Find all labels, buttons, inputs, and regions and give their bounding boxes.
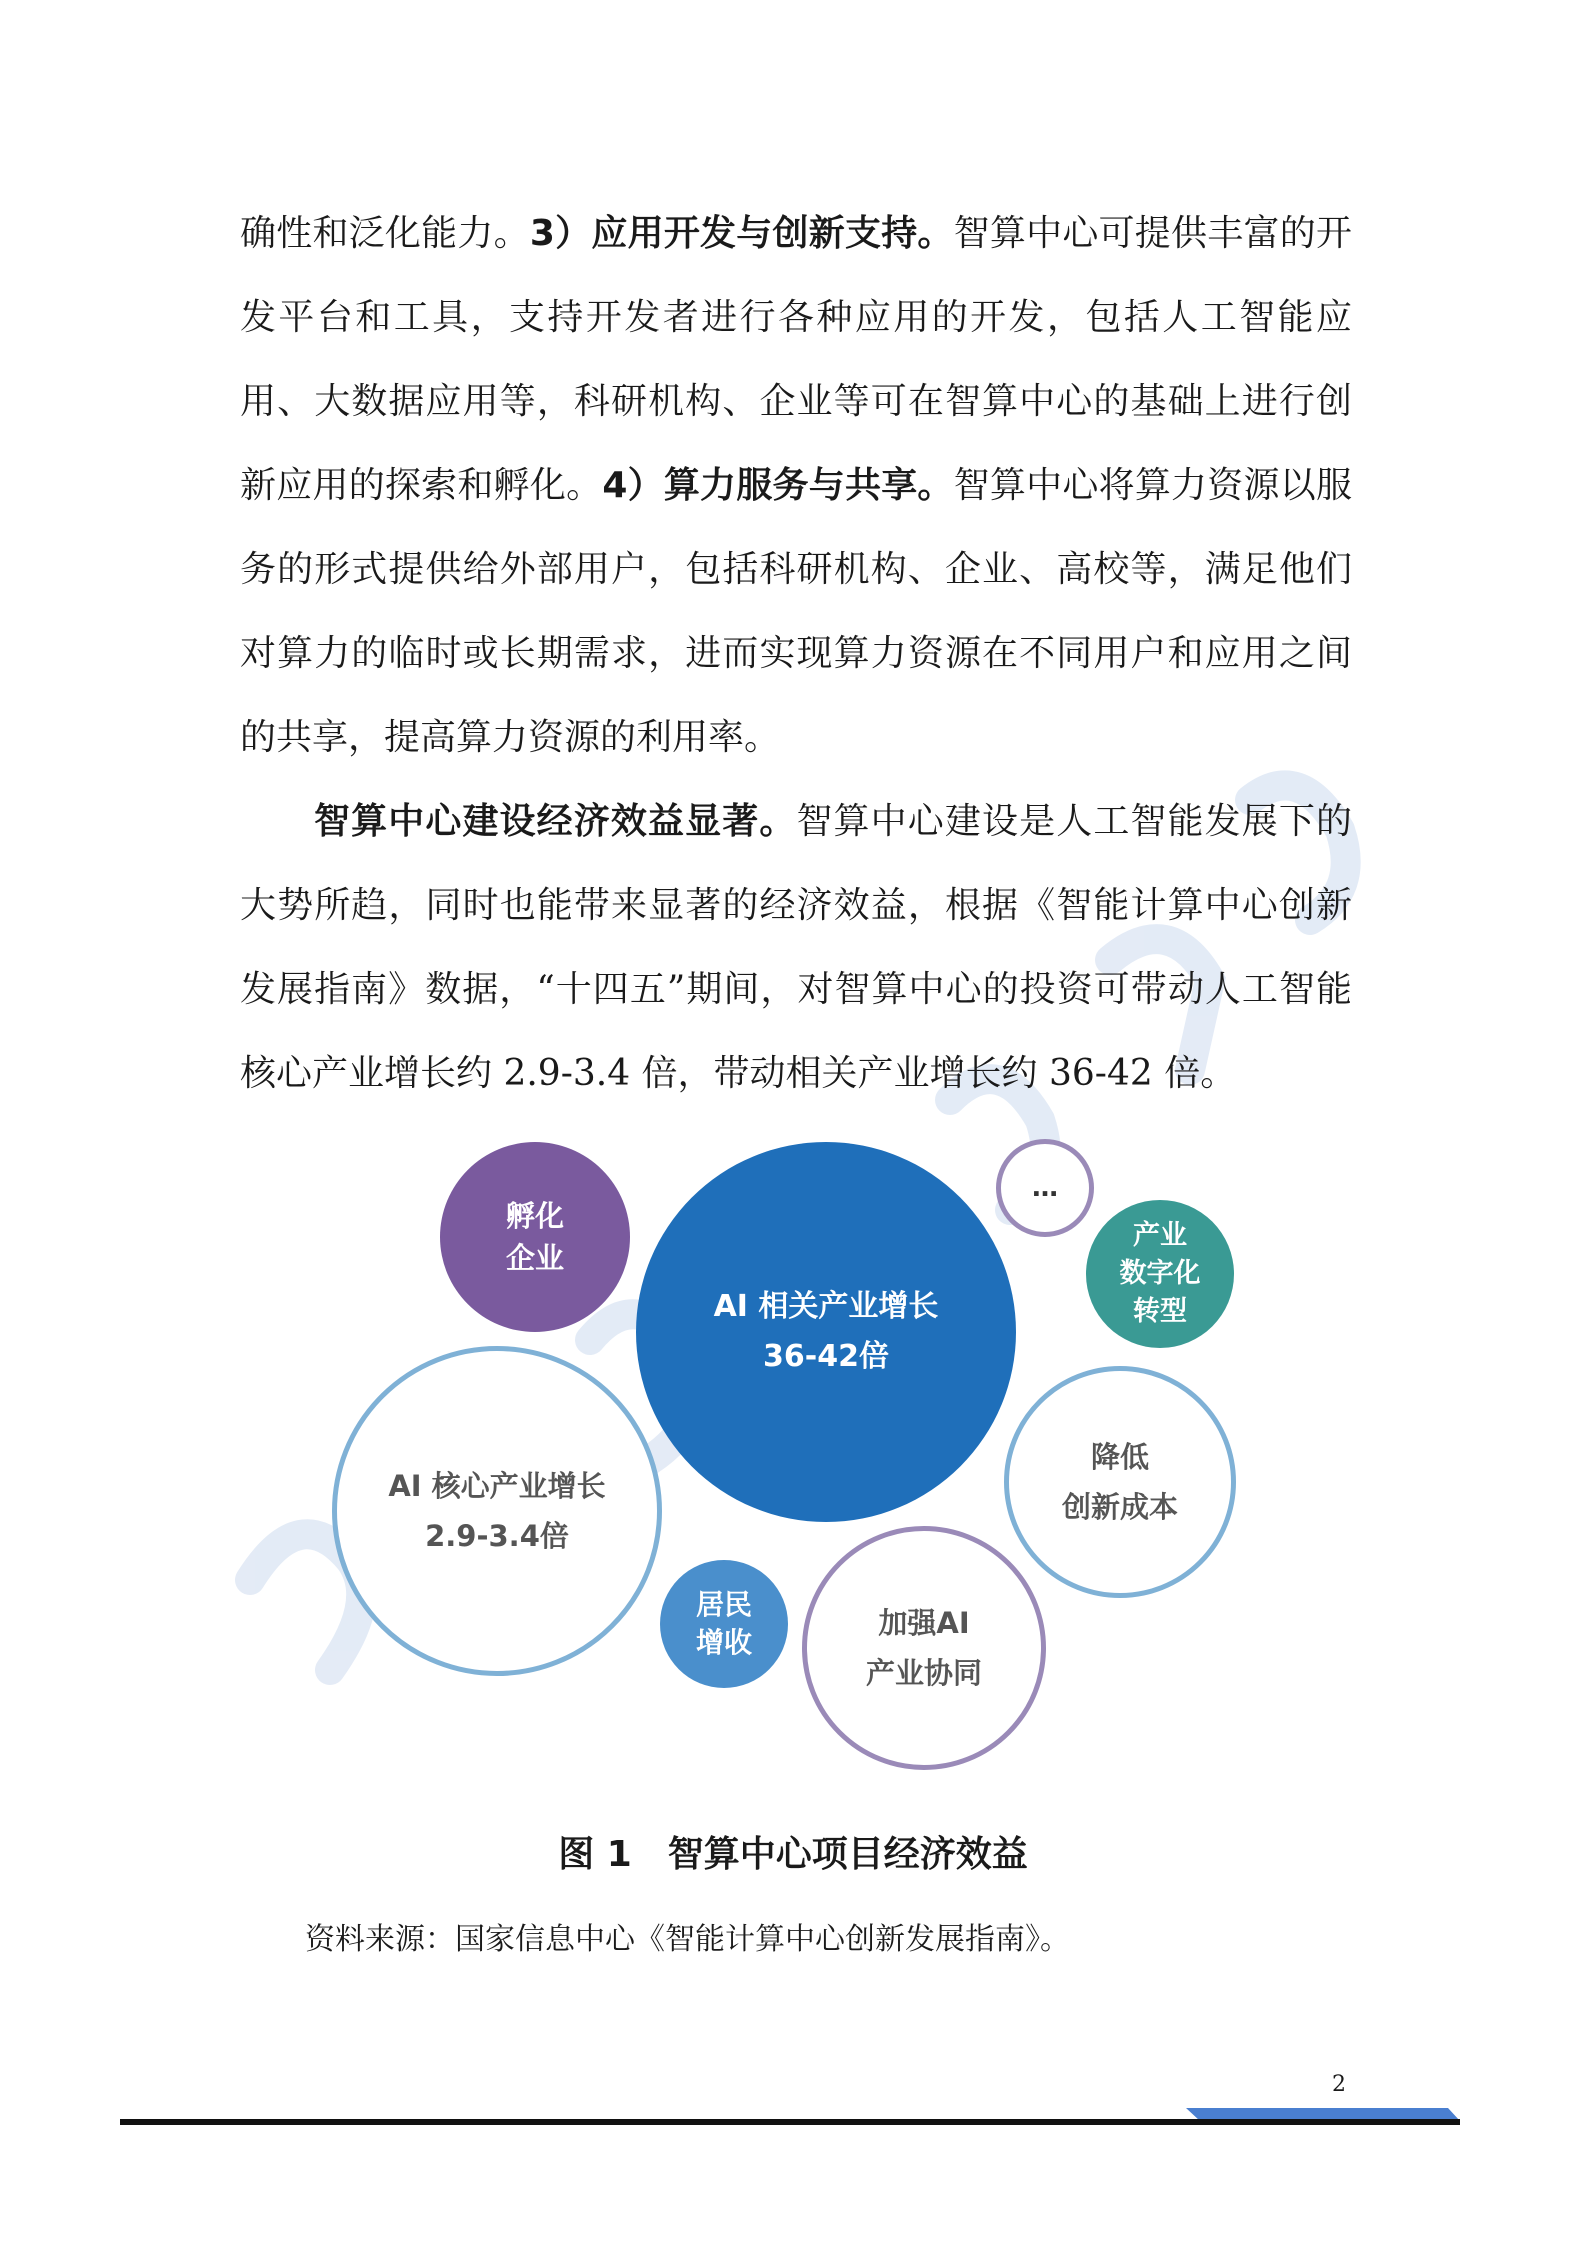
text-run: 智算中心建设是人工智能发展下的大势所趋，同时也能带来显著的经济效益，根据《智能计算中心创新发展指南》数据，“十四五”期间，对智算中心的投资可带动人工智能核心产业增长约 2.9-3.4 倍，带动相关产业增长约 36-42 倍。 (240, 801, 1352, 1094)
page-number: 2 (1332, 2072, 1346, 2097)
body-paragraph (240, 192, 1352, 780)
bold-run: 4）算力服务与共享。 (602, 465, 954, 506)
text-run: 智算中心将算力资源以服务的形式提供给外部用户，包括科研机构、企业、高校等，满足他们对算力的临时或长期需求，进而实现算力资源在不同用户和应用之间的共享，提高算力资源的利用率。 (240, 465, 1352, 758)
bubble-incubate-enterprises: 孵化 企业 (440, 1142, 630, 1332)
bold-run: 3）应用开发与创新支持。 (529, 213, 954, 254)
bold-run: 智算中心建设经济效益显著。 (314, 801, 797, 842)
figure-source: 资料来源：国家信息中心《智能计算中心创新发展指南》。 (305, 1922, 1070, 1957)
bubble-more: … (996, 1139, 1094, 1237)
bubble-resident-income: 居民 增收 (660, 1560, 788, 1688)
bubble-reduce-innovation-cost: 降低 创新成本 (1004, 1366, 1236, 1598)
figure-caption: 图 1 智算中心项目经济效益 (558, 1834, 1028, 1875)
bubble-industry-digital-transformation: 产业 数字化 转型 (1086, 1200, 1234, 1348)
footer-rule (120, 2119, 1460, 2125)
bubble-ai-related-industry: AI 相关产业增长 36-42倍 (636, 1142, 1016, 1522)
bubble-ai-industry-synergy: 加强AI 产业协同 (802, 1526, 1046, 1770)
text-run: 智算中心可提供丰富的开发平台和工具，支持开发者进行各种应用的开发，包括人工智能应用、大数据应用等，科研机构、企业等可在智算中心的基础上进行创新应用的探索和孵化。 (240, 213, 1352, 506)
bubble-ai-core-industry: AI 核心产业增长 2.9-3.4倍 (332, 1346, 662, 1676)
body-paragraph (240, 780, 1352, 1116)
text-run: 确性和泛化能力。 (240, 213, 530, 254)
